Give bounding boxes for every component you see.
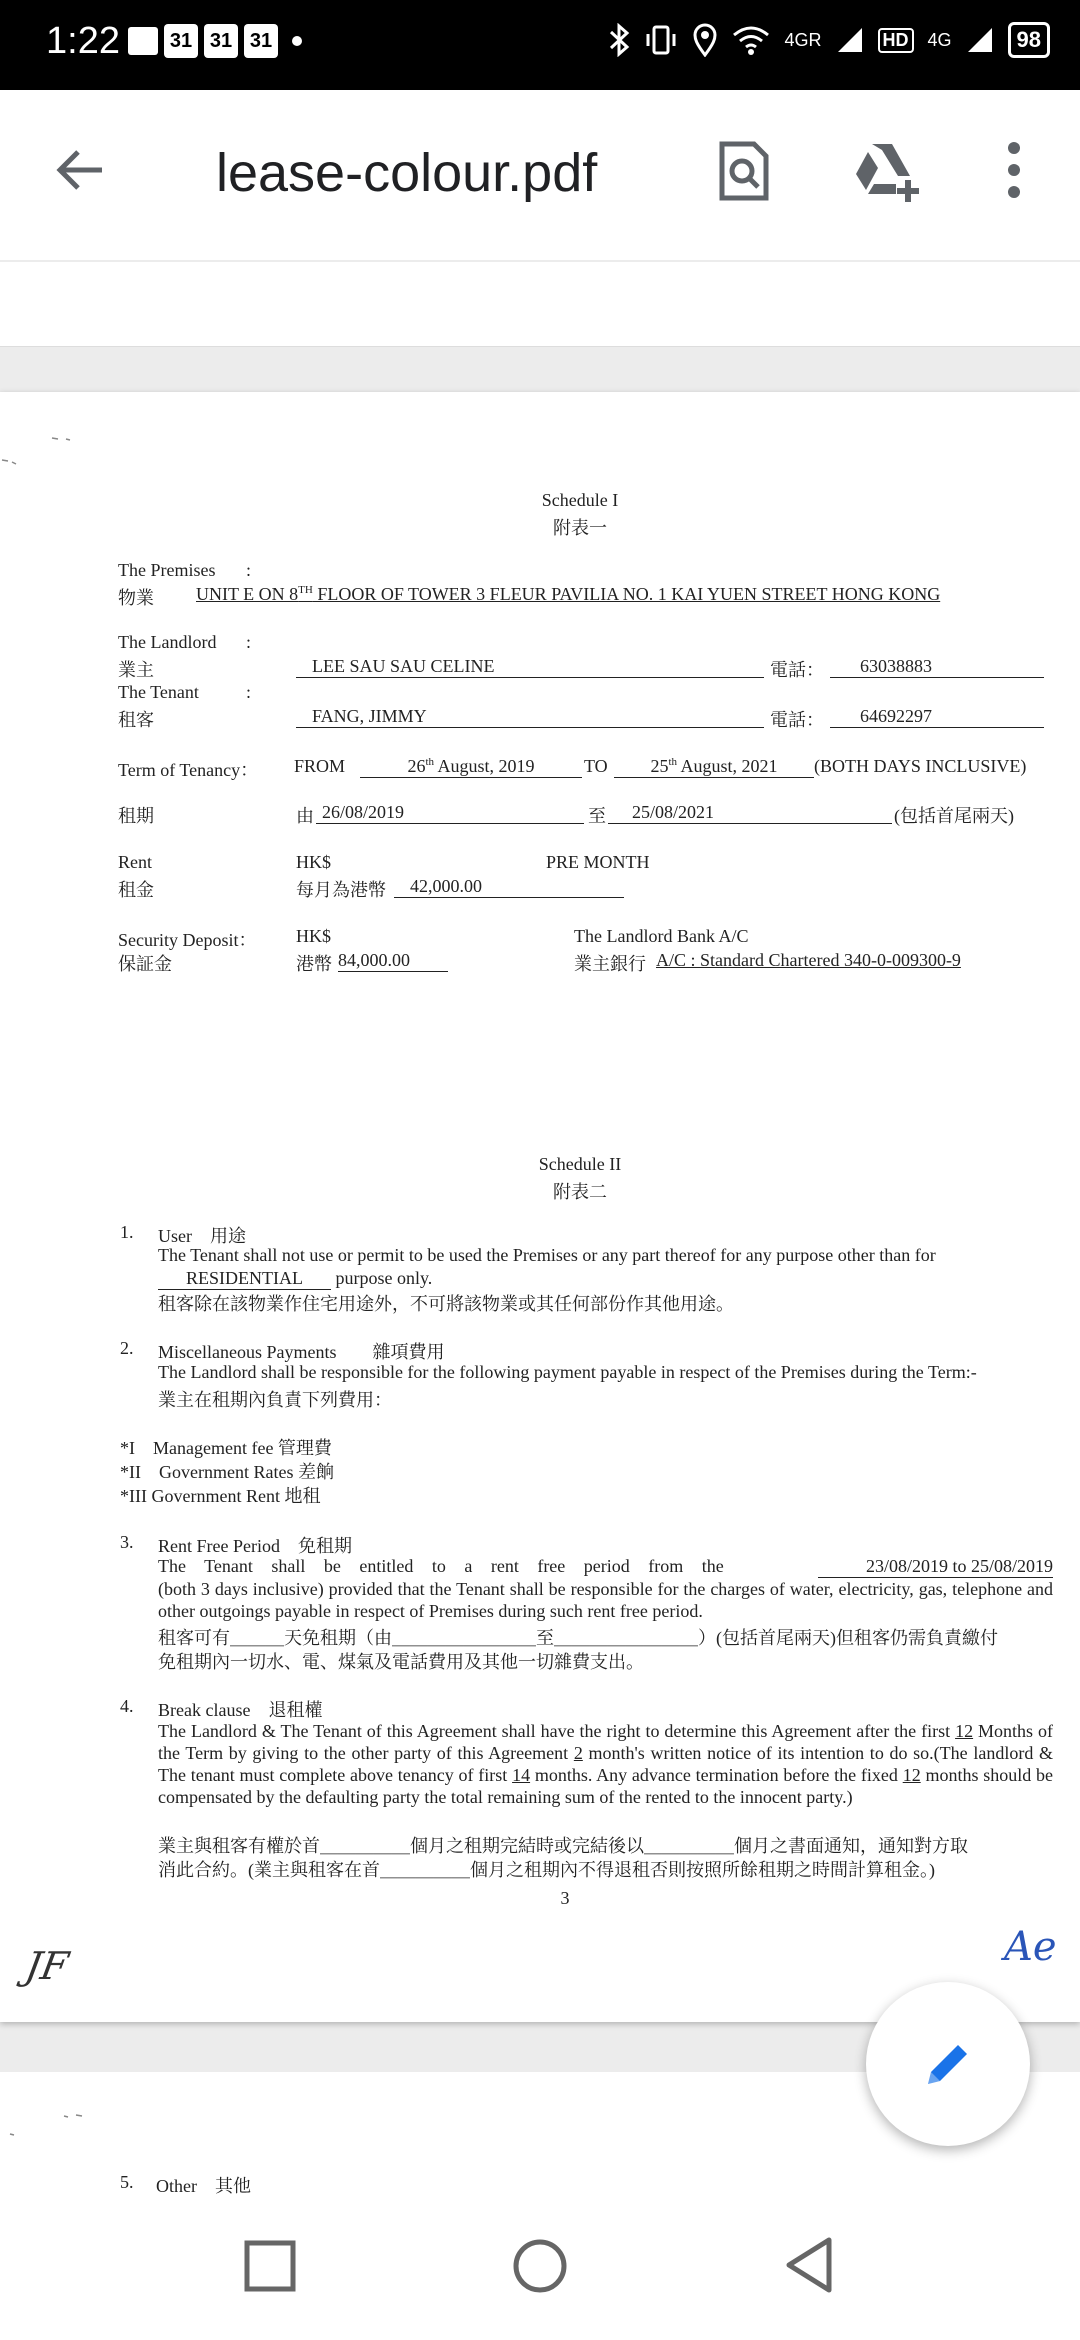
back-button[interactable] bbox=[52, 142, 108, 203]
deposit-amount bbox=[338, 950, 448, 972]
payment-item: *II Government Rates 差餉 bbox=[120, 1462, 334, 1482]
location-icon bbox=[692, 23, 718, 57]
item-4-complete-months: 14 bbox=[512, 1765, 531, 1785]
system-icons bbox=[608, 22, 1050, 58]
scan-speck-marks bbox=[0, 434, 80, 474]
rent-label: Rent bbox=[118, 852, 152, 872]
item-1-number: 1. bbox=[120, 1222, 134, 1242]
more-options-button[interactable] bbox=[1006, 140, 1022, 205]
calendar-icon: 31 bbox=[164, 24, 198, 58]
item-2-number: 2. bbox=[120, 1338, 134, 1358]
term-to-cn: 至 bbox=[588, 806, 606, 826]
term-to-date bbox=[614, 756, 814, 778]
more-notifications-dot-icon bbox=[292, 36, 302, 46]
item-3-heading: Rent Free Period 免租期 bbox=[158, 1536, 352, 1556]
status-time: 1:22 bbox=[46, 20, 120, 62]
battery-indicator: 98 bbox=[1008, 22, 1050, 58]
landlord-label-cn: 業主 bbox=[118, 660, 154, 680]
term-from-cn: 由 bbox=[296, 806, 314, 826]
tenant-phone bbox=[830, 706, 1044, 728]
bank-label: The Landlord Bank A/C bbox=[574, 926, 749, 946]
term-label-cn: 租期 bbox=[118, 806, 154, 826]
item-1-purpose: purpose only. bbox=[330, 1268, 433, 1288]
item-4-text-a: The Landlord & The Tenant of this Agreement shall have the right to determine this Agreement after the first bbox=[158, 1721, 951, 1741]
tenant-name-text: FANG, JIMMY bbox=[312, 706, 427, 726]
item-1-residential: RESIDENTIAL bbox=[186, 1268, 303, 1288]
item-3-text-cn-2: 免租期內一切水、電、煤氣及電話費用及其他一切雜費支出。 bbox=[158, 1652, 644, 1672]
premises-label: The Premises bbox=[118, 560, 216, 580]
deposit-amount-text: 84,000.00 bbox=[338, 950, 410, 970]
back-triangle-icon bbox=[784, 2236, 834, 2294]
image-notification-icon bbox=[128, 27, 158, 55]
term-from-sup: th bbox=[425, 756, 435, 768]
network-type-label-2: 4G bbox=[927, 29, 952, 50]
rent-amount bbox=[394, 876, 624, 898]
rent-currency: HK$ bbox=[296, 852, 331, 872]
item-1-residential-line bbox=[158, 1268, 432, 1290]
item-4-number: 4. bbox=[120, 1696, 134, 1716]
rent-label-cn: 租金 bbox=[118, 880, 154, 900]
rent-monthly-cn: 每月為港幣 bbox=[296, 880, 386, 900]
item-1-text: The Tenant shall not use or permit to be used the Premises or any part thereof for any purpose other than for bbox=[158, 1245, 936, 1265]
landlord-colon: : bbox=[246, 632, 252, 652]
more-vert-icon bbox=[1006, 140, 1022, 200]
tenant-phone-text: 64692297 bbox=[860, 706, 932, 726]
add-to-drive-icon bbox=[852, 140, 922, 202]
tenant-label: The Tenant bbox=[118, 682, 199, 702]
item-4-text-c: month's written notice of its intention to do so.(The landlord & The tenant must complete above tenancy of first bbox=[158, 1743, 1054, 1785]
item-3-line-1 bbox=[158, 1556, 1053, 1578]
document-title: lease-colour.pdf bbox=[216, 143, 598, 203]
term-from-date bbox=[360, 756, 582, 778]
recents-button[interactable] bbox=[244, 2240, 296, 2297]
landlord-phone-label: 電話： bbox=[770, 660, 824, 680]
notification-icons bbox=[128, 24, 302, 58]
term-label: Term of Tenancy： bbox=[118, 760, 259, 780]
schedule-2-title: Schedule II bbox=[538, 1154, 622, 1174]
wifi-icon bbox=[732, 25, 770, 55]
premises-value-prefix: UNIT E ON 8 bbox=[196, 584, 299, 604]
recents-square-icon bbox=[244, 2240, 296, 2292]
term-from-rest: August, 2019 bbox=[434, 756, 535, 776]
item-3-text-b: (both 3 days inclusive) provided that the Tenant shall be responsible for the charges of water, electricity, gas, telephone and other outgoings payable in respect of Premises during such rent free period. bbox=[158, 1579, 1053, 1621]
term-to-date-cn-text: 25/08/2021 bbox=[632, 802, 715, 822]
status-bar bbox=[0, 0, 1080, 90]
bank-account: A/C : Standard Chartered 340-0-009300-9 bbox=[656, 950, 961, 970]
term-to-date-cn bbox=[608, 802, 892, 824]
item-4-heading: Break clause 退租權 bbox=[158, 1700, 323, 1720]
find-in-doc-icon bbox=[718, 140, 770, 202]
network-type-label: 4GR bbox=[784, 29, 822, 50]
premises-colon: : bbox=[246, 560, 252, 580]
back-nav-button[interactable] bbox=[784, 2236, 834, 2299]
signal-icon bbox=[836, 26, 864, 54]
calendar-icon: 31 bbox=[244, 24, 278, 58]
item-2-heading: Miscellaneous Payments 雜項費用 bbox=[158, 1342, 445, 1362]
premises-value-rest: FLOOR OF TOWER 3 FLEUR PAVILIA NO. 1 KAI YUEN STREET HONG KONG bbox=[312, 584, 941, 604]
tenant-name bbox=[296, 706, 764, 728]
deposit-label: Security Deposit： bbox=[118, 930, 257, 950]
landlord-phone-text: 63038883 bbox=[860, 656, 932, 676]
calendar-icon: 31 bbox=[204, 24, 238, 58]
term-to: TO bbox=[584, 756, 608, 776]
item-2-text: The Landlord shall be responsible for the following payment payable in respect of the Premises during the Term:- bbox=[158, 1362, 977, 1382]
term-inclusive: (BOTH DAYS INCLUSIVE) bbox=[814, 756, 1027, 776]
item-4-text-d: months. Any advance termination before the fixed bbox=[534, 1765, 898, 1785]
term-to-rest: August, 2021 bbox=[677, 756, 778, 776]
premises-value bbox=[196, 584, 940, 605]
landlord-name bbox=[296, 656, 764, 678]
term-from-date-cn bbox=[316, 802, 584, 824]
signature-initials-right: Ae bbox=[1004, 1924, 1057, 1970]
item-4-notice-months: 2 bbox=[573, 1743, 583, 1763]
item-4-first-months: 12 bbox=[955, 1721, 974, 1741]
landlord-phone bbox=[830, 656, 1044, 678]
edit-button[interactable] bbox=[866, 1982, 1030, 2146]
item-3-text-a: The Tenant shall be entitled to a rent free period from the bbox=[158, 1556, 724, 1576]
item-4-text bbox=[158, 1720, 1053, 1808]
bluetooth-icon bbox=[608, 23, 630, 57]
previous-page-bottom bbox=[0, 262, 1080, 347]
item-1-heading: User 用途 bbox=[158, 1226, 246, 1246]
term-inclusive-cn: (包括首尾兩天) bbox=[894, 806, 1014, 826]
item-3-period: 23/08/2019 to 25/08/2019 bbox=[818, 1556, 1053, 1578]
bank-label-cn: 業主銀行 bbox=[574, 954, 646, 974]
navigation-bar bbox=[0, 2180, 1080, 2340]
schedule-2-title-cn: 附表二 bbox=[553, 1182, 607, 1202]
tenant-colon: : bbox=[246, 682, 252, 702]
schedule-1-title-cn: 附表一 bbox=[553, 518, 607, 538]
item-4-fixed-months: 12 bbox=[902, 1765, 921, 1785]
term-from-date-cn-text: 26/08/2019 bbox=[322, 802, 405, 822]
pdf-page bbox=[0, 392, 1080, 2022]
page-number: 3 bbox=[560, 1888, 570, 1908]
hd-badge: HD bbox=[878, 28, 914, 53]
app-bar bbox=[0, 90, 1080, 260]
item-5-heading: Other 其他 bbox=[156, 2176, 251, 2196]
deposit-currency: HK$ bbox=[296, 926, 331, 946]
item-2-text-cn: 業主在租期內負責下列費用： bbox=[158, 1390, 392, 1410]
add-to-drive-button[interactable] bbox=[852, 140, 922, 207]
term-to-sup: th bbox=[668, 756, 678, 768]
item-5-number: 5. bbox=[120, 2172, 134, 2192]
signal-icon-2 bbox=[966, 26, 994, 54]
premises-value-sup: TH bbox=[298, 584, 313, 596]
rent-amount-text: 42,000.00 bbox=[410, 876, 482, 896]
item-4-text-e: months should be compensated by the defaulting party the total remaining sum of the rented to the innocent party.) bbox=[158, 1765, 1054, 1807]
term-to-day: 25 bbox=[650, 756, 669, 776]
deposit-label-cn: 保証金 bbox=[118, 954, 172, 974]
payment-item: *I Management fee 管理費 bbox=[120, 1438, 332, 1458]
home-button[interactable] bbox=[512, 2238, 568, 2299]
home-circle-icon bbox=[512, 2238, 568, 2294]
item-4-text-cn-2: 消此合約。(業主與租客在首＿＿＿＿＿個月之租期內不得退租否則按照所餘租期之時間計算租金。) bbox=[158, 1860, 935, 1880]
deposit-currency-cn: 港幣 bbox=[296, 954, 332, 974]
vibrate-icon bbox=[644, 23, 678, 57]
item-4-text-b: Months of the Term by giving to the other party of this Agreement bbox=[158, 1721, 1054, 1763]
tenant-label-cn: 租客 bbox=[118, 710, 154, 730]
schedule-1-title: Schedule I bbox=[541, 490, 619, 510]
tenant-phone-label: 電話： bbox=[770, 710, 824, 730]
item-1-text-cn: 租客除在該物業作住宅用途外，不可將該物業或其任何部份作其他用途。 bbox=[158, 1294, 734, 1314]
premises-label-cn: 物業 bbox=[118, 588, 154, 608]
landlord-name-text: LEE SAU SAU CELINE bbox=[312, 656, 495, 676]
rent-per-month: PRE MONTH bbox=[546, 852, 650, 872]
landlord-label: The Landlord bbox=[118, 632, 217, 652]
item-3-text-cn-1: 租客可有＿＿＿天免租期（由＿＿＿＿＿＿＿＿至＿＿＿＿＿＿＿＿）(包括首尾兩天)但租客仍需負責繳付 bbox=[158, 1628, 998, 1648]
back-arrow-icon bbox=[52, 142, 108, 198]
term-from: FROM bbox=[294, 756, 346, 776]
pencil-icon bbox=[920, 2036, 976, 2092]
payment-item: *III Government Rent 地租 bbox=[120, 1486, 321, 1506]
item-4-text-cn-1: 業主與租客有權於首＿＿＿＿＿個月之租期完結時或完結後以＿＿＿＿＿個月之書面通知，通知對方取 bbox=[158, 1836, 968, 1856]
scan-speck-marks bbox=[0, 2112, 90, 2142]
signature-initials-left: JF bbox=[22, 1944, 72, 1988]
term-from-day: 26 bbox=[407, 756, 426, 776]
item-3-number: 3. bbox=[120, 1532, 134, 1552]
find-in-document-button[interactable] bbox=[718, 140, 770, 207]
